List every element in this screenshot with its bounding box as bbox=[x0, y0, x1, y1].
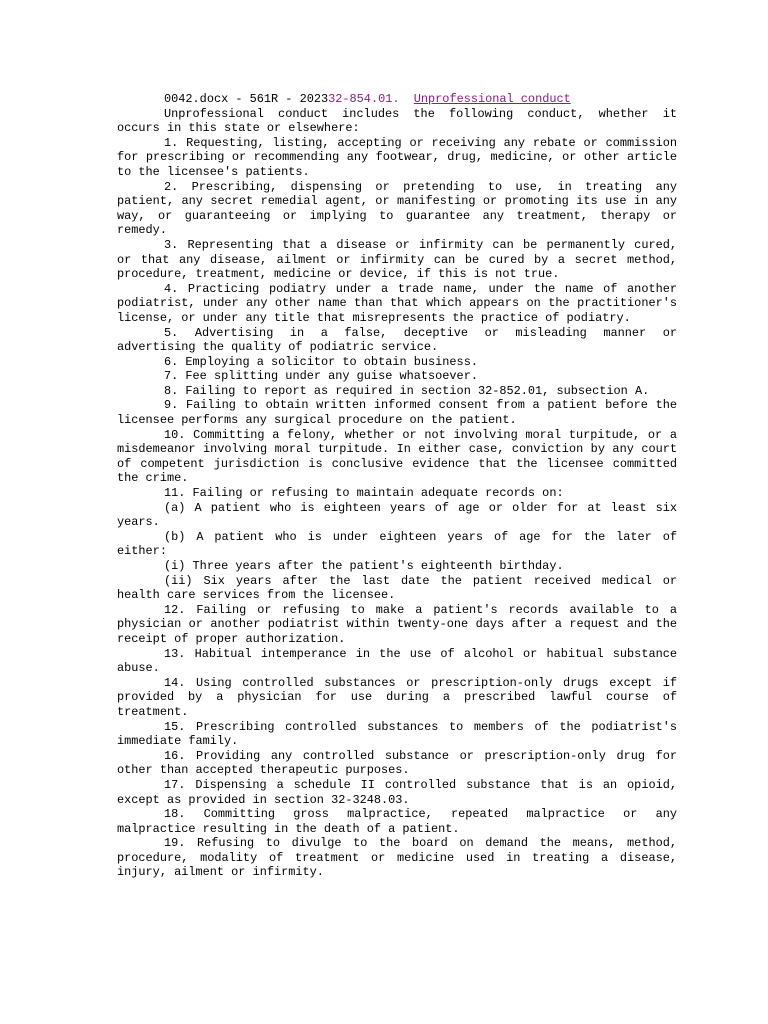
intro-paragraph: Unprofessional conduct includes the following conduct, whether it occurs in this state or elsewhere: bbox=[117, 106, 677, 136]
list-item-1: 1. Requesting, listing, accepting or receiving any rebate or commission for prescribing or recommending any footwear, drug, medicine, or other article to the licensee's patients. bbox=[117, 135, 677, 179]
list-item-10: 10. Committing a felony, whether or not involving moral turpitude, or a misdemeanor involving moral turpitude. In either case, conviction by any court of competent jurisdiction is conclusive evidence that the licensee committed the crime. bbox=[117, 427, 677, 486]
file-prefix: 0042.docx - 561R - 2023 bbox=[164, 92, 329, 106]
list-item-14: 14. Using controlled substances or prescription-only drugs except if provided by a physician for use during a prescribed lawful course of treatment. bbox=[117, 675, 677, 719]
list-item-11a: (a) A patient who is eighteen years of age or older for at least six years. bbox=[117, 500, 677, 530]
document-page bbox=[117, 92, 677, 880]
list-item-13: 13. Habitual intemperance in the use of alcohol or habitual substance abuse. bbox=[117, 646, 677, 676]
list-item-8: 8. Failing to report as required in section 32-852.01, subsection A. bbox=[164, 383, 650, 398]
list-item-15: 15. Prescribing controlled substances to members of the podiatrist's immediate family. bbox=[117, 719, 677, 749]
list-item-11b-i: (i) Three years after the patient's eighteenth birthday. bbox=[164, 559, 564, 573]
list-item-6: 6. Employing a solicitor to obtain business. bbox=[164, 354, 478, 369]
list-item-2: 2. Prescribing, dispensing or pretending to use, in treating any patient, any secret remedial agent, or manifesting or promoting its use in any way, or guaranteeing or implying to guarantee any treatment, therapy or remedy. bbox=[117, 179, 677, 238]
list-item-9: 9. Failing to obtain written informed consent from a patient before the licensee performs any surgical procedure on the patient. bbox=[117, 398, 677, 428]
list-item-4: 4. Practicing podiatry under a trade name, under the name of another podiatrist, under any other name than that which appears on the practitioner's license, or under any title that misrepresents the practice of podiatry. bbox=[117, 281, 677, 325]
list-item-11b: (b) A patient who is under eighteen years of age for the later of either: bbox=[117, 529, 677, 559]
list-item-7: 7. Fee splitting under any guise whatsoever. bbox=[164, 369, 478, 384]
list-item-16: 16. Providing any controlled substance or prescription-only drug for other than accepted therapeutic purposes. bbox=[117, 748, 677, 778]
list-item-12: 12. Failing or refusing to make a patient's records available to a physician or another podiatrist within twenty-one days after a request and the receipt of proper authorization. bbox=[117, 602, 677, 646]
section-title-link[interactable]: Unprofessional conduct bbox=[413, 92, 571, 106]
list-item-11b-ii: (ii) Six years after the last date the patient received medical or health care services from the licensee. bbox=[117, 573, 677, 603]
list-item-18: 18. Committing gross malpractice, repeated malpractice or any malpractice resulting in the death of a patient. bbox=[117, 807, 677, 836]
list-item-5: 5. Advertising in a false, deceptive or misleading manner or advertising the quality of podiatric service. bbox=[117, 325, 677, 355]
list-item-11: 11. Failing or refusing to maintain adequate records on: bbox=[164, 486, 564, 501]
list-item-19: 19. Refusing to divulge to the board on demand the means, method, procedure, modality of treatment or medicine used in treating a disease, injury, ailment or infirmity. bbox=[117, 836, 677, 880]
section-number: 32-854.01. bbox=[328, 92, 400, 106]
list-item-17: 17. Dispensing a schedule II controlled substance that is an opioid, except as provided in section 32-3248.03. bbox=[117, 777, 677, 807]
section-heading bbox=[117, 92, 677, 107]
list-item-3: 3. Representing that a disease or infirmity can be permanently cured, or that any disease, ailment or infirmity can be cured by a secret method, procedure, treatment, medicine or device, if this is not true. bbox=[117, 237, 677, 282]
